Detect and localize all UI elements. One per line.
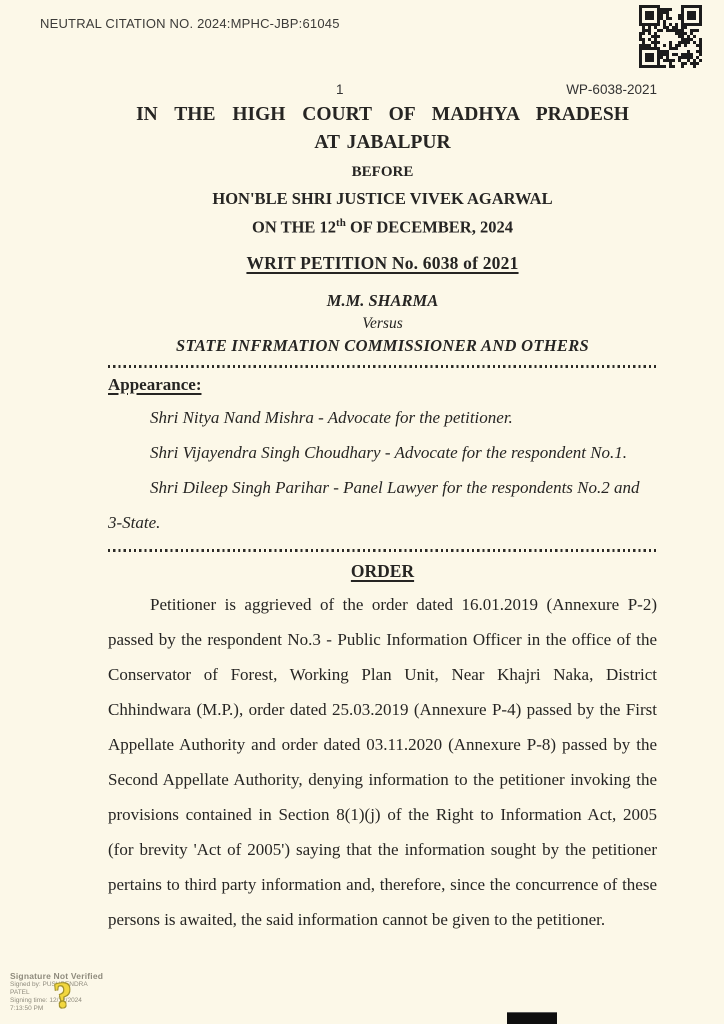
bottom-black-bar [507,1012,557,1024]
appearance-label: Appearance: [108,374,202,394]
appearance-section [108,368,657,540]
appearance-entry: Shri Vijayendra Singh Choudhary - Advocate for the respondent No.1. [150,442,628,462]
signature-signing-time-2: 7:13:50 PM [10,1005,44,1012]
court-title-line1: IN THE HIGH COURT OF MADHYA PRADESH [136,104,629,125]
page-header-row [108,82,657,100]
appearance-entries [108,400,657,540]
appearance-entry: Shri Dileep Singh Parihar - Panel Lawyer for the respondents No.2 and 3-State. [108,477,640,532]
page-number: 1 [336,82,344,97]
judge-name: HON'BLE SHRI JUSTICE VIVEK AGARWAL [212,189,553,208]
appearance-entry: Shri Nitya Nand Mishra - Advocate for the petitioner. [150,407,513,427]
petitioner-name: M.M. SHARMA [326,290,439,310]
order-date-superscript: th [336,217,346,229]
neutral-citation: NEUTRAL CITATION NO. 2024:MPHC-JBP:61045 [40,16,340,31]
respondent-name: STATE INFRMATION COMMISSIONER AND OTHERS [175,335,589,355]
writ-petition-title-text: WRIT PETITION No. 6038 of 2021 [246,252,519,273]
dotted-divider-bottom [108,549,657,552]
signature-signed-by: Signed by: PUSHPENDRA [10,981,88,988]
court-title-line2: AT JABALPUR [314,132,451,153]
qr-code [639,5,702,68]
order-date-suffix: OF DECEMBER, 2024 [345,217,513,237]
case-reference: WP-6038-2021 [566,82,657,97]
digital-signature-block [10,971,160,1016]
order-heading [108,561,657,582]
order-date-line [108,217,657,238]
signature-question-seal-icon: ? [52,974,74,1016]
writ-petition-title [108,253,657,274]
order-date-prefix: ON THE 12 [252,217,337,237]
before-label: BEFORE [351,164,414,180]
signature-signing-time: Signing time: 12/12/2024 [10,997,82,1004]
qr-code-svg [639,5,702,68]
order-paragraph: Petitioner is aggrieved of the order dated 16.01.2019 (Annexure P-2) passed by the respondent No.3 - Public Information Officer in the office of the Conservator of Forest, Working Plan Unit, Near Khajri Naka, District Chhindwara (M.P.), order dated 25.03.2019 (Annexure P-4) passed by the First Appellate Authority and order dated 03.11.2020 (Annexure P-8) passed by the Second Appellate Authority, denying information to the petitioner invoking the provisions contained in Section 8(1)(j) of the Right to Information Act, 2005 (for brevity 'Act of 2005') saying that the information sought by the petitioner pertains to third party information and, therefore, since the concurrence of these persons is awaited, the said information cannot be given to the petitioner. [108,594,657,929]
signature-status: Signature Not Verified [10,971,104,981]
signature-signed-by-2: PATEL [10,989,30,996]
order-heading-text: ORDER [350,560,415,581]
versus-label: Versus [362,314,403,332]
document-body [108,82,657,954]
